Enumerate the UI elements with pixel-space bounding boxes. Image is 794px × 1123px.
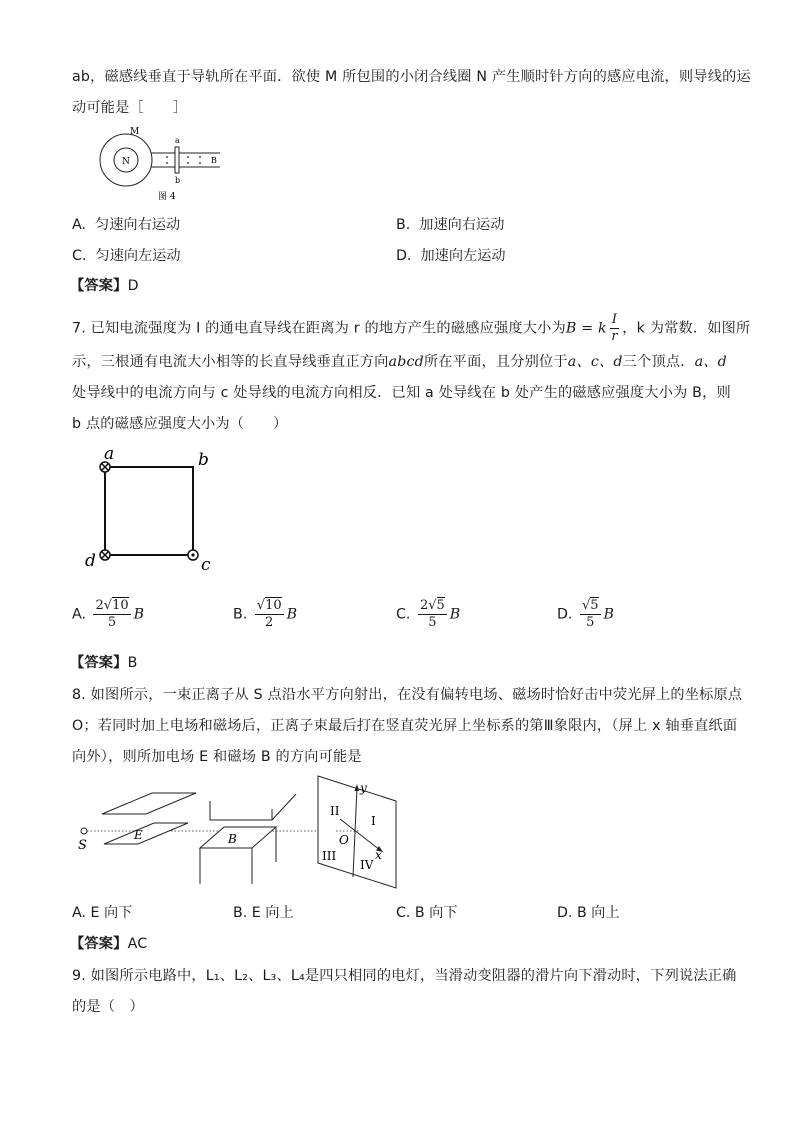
q7-wire-d-cross bbox=[100, 550, 110, 560]
q7-text-line4: b 点的磁感应强度大小为（ ） bbox=[72, 416, 288, 432]
q7-option-a: A. $\frac{2√10}{5}$ B bbox=[72, 598, 145, 630]
q8-plate-upper bbox=[102, 793, 196, 814]
q7-text-line3: 处导线中的电流方向与 c 处导线的电流方向相反．已知 a 处导线在 b 处产生的磁感应强度大小为 B，则 bbox=[72, 385, 731, 401]
q6-field-dots bbox=[166, 156, 201, 164]
q8-quadrant-3: III bbox=[322, 849, 337, 863]
q8-magnet-upper bbox=[210, 794, 296, 820]
q8-quadrant-2: II bbox=[330, 804, 340, 818]
q8-plate-lower bbox=[104, 823, 188, 844]
q6-caption: 图 4 bbox=[158, 192, 176, 202]
q8-text-line1: 8. 如图所示，一束正离子从 S 点沿水平方向射出，在没有偏转电场、磁场时恰好击中荧光屏上的坐标原点 bbox=[72, 687, 743, 703]
q6-label-n: N bbox=[122, 157, 130, 167]
q6-text-line1: ab，磁感线垂直于导轨所在平面．欲使 M 所包围的小闭合线圈 N 产生顺时针方向的感应电流，则导线的运 bbox=[72, 69, 751, 85]
q7-label-b: b bbox=[198, 450, 209, 470]
q7-option-c: C. $\frac{2√5}{5}$ B bbox=[396, 598, 461, 630]
q6-option-a: A. 匀速向右运动 bbox=[72, 217, 181, 233]
q8-text-line3: 向外），则所加电场 E 和磁场 B 的方向可能是 bbox=[72, 749, 362, 765]
q7-option-b: B. $\frac{√10}{2}$ B bbox=[233, 598, 298, 630]
q7-formula-fraction: $\frac{I}{r}$ bbox=[611, 312, 618, 344]
q6-label-a: a bbox=[175, 136, 180, 145]
q8-option-d: D. B 向上 bbox=[557, 905, 620, 921]
q8-label-s: S bbox=[78, 838, 87, 853]
q8-label-b: B bbox=[228, 832, 237, 846]
q6-label-field-b: B bbox=[211, 156, 217, 165]
q8-magnet-lower bbox=[200, 827, 276, 848]
q6-option-d: D. 加速向左运动 bbox=[396, 248, 506, 264]
q9-text-line1: 9. 如图所示电路中，L₁、L₂、L₃、L₄是四只相同的电灯，当滑动变阻器的滑片向下滑动时，下列说法正确 bbox=[72, 968, 737, 984]
q8-quadrant-1: I bbox=[371, 814, 376, 828]
q7-wire-c-dot bbox=[188, 550, 198, 560]
q8-label-x: x bbox=[375, 848, 382, 862]
q7-answer: 【答案】B bbox=[70, 655, 138, 671]
q7-text-line2: 示，三根通有电流大小相等的长直导线垂直正方向abcd所在平面，且分别位于a、c、d三个顶点．a、d bbox=[72, 354, 727, 370]
q8-option-c: C. B 向下 bbox=[396, 905, 458, 921]
q6-label-m: M bbox=[130, 127, 140, 137]
q8-option-a: A. E 向下 bbox=[72, 905, 133, 921]
q8-label-o: O bbox=[339, 833, 349, 847]
q8-text-line2: O；若同时加上电场和磁场后，正离子束最后打在竖直荧光屏上坐标系的第Ⅲ象限内，（屏上 x 轴垂直纸面 bbox=[72, 718, 738, 734]
q8-label-y: y bbox=[360, 781, 367, 795]
q6-label-b: b bbox=[175, 176, 181, 185]
q7-option-d: D. $\frac{√5}{5}$ B bbox=[557, 598, 614, 630]
q7-label-c: c bbox=[201, 555, 211, 575]
q6-text-line2: 动可能是［ ］ bbox=[72, 100, 188, 116]
q8-answer: 【答案】AC bbox=[70, 936, 148, 952]
q6-figure-coil-rails bbox=[96, 124, 226, 204]
q7-figure-square bbox=[80, 442, 220, 577]
q8-source-s bbox=[81, 828, 87, 834]
q6-wire-ab bbox=[175, 147, 179, 173]
q6-answer: 【答案】D bbox=[70, 278, 139, 294]
q6-option-b: B. 加速向右运动 bbox=[396, 217, 505, 233]
q6-option-c: C. 匀速向左运动 bbox=[72, 248, 181, 264]
q8-label-e: E bbox=[134, 828, 143, 842]
q7-label-d: d bbox=[85, 551, 96, 571]
q8-quadrant-4: IV bbox=[360, 858, 374, 872]
q7-text-line1: 7. 已知电流强度为 I 的通电直导线在距离为 r 的地方产生的磁感应强度大小为B = k $\frac{I}{r}$ ，k 为常数．如图所 bbox=[72, 312, 751, 344]
q7-label-a: a bbox=[104, 444, 115, 464]
q8-option-b: B. E 向上 bbox=[233, 905, 294, 921]
q9-text-line2: 的是（ ） bbox=[72, 999, 144, 1015]
q8-figure-apparatus bbox=[74, 772, 414, 892]
